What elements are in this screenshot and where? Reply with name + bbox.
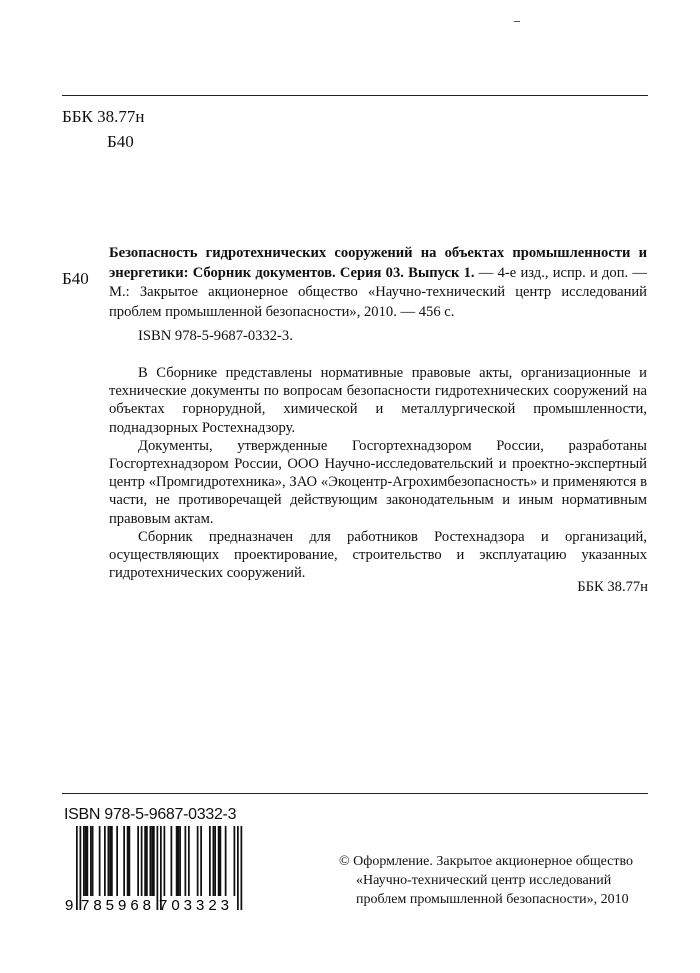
barcode-bar <box>197 826 199 896</box>
annotation-paragraph: В Сборнике представлены нормативные правовые акты, организационные и технические документы по вопросам безопасности гидротехнических сооружений на объектах горнорудной, химической и металлургической промышленности, поднадзорных Ростехнадзору. <box>109 365 647 436</box>
barcode-bar <box>141 826 143 896</box>
barcode-bar <box>218 826 220 896</box>
barcode-bar <box>90 826 92 896</box>
barcode-bar <box>200 826 202 896</box>
barcode-graphic <box>64 826 244 912</box>
top-rule <box>62 95 648 96</box>
barcode-bar <box>111 826 113 896</box>
barcode-bar <box>157 826 159 910</box>
barcode-bar <box>104 826 106 896</box>
barcode-bar <box>188 826 190 896</box>
barcode-bar <box>137 826 139 896</box>
bibliography-details: — 4-е изд., испр. и доп. — М.: Закрытое акционерное общество «Научно-технический центр исследований проблем промышленной безопасности», 2010. — 456 с. <box>109 264 647 320</box>
isbn-line: ISBN 978-5-9687-0332-3. <box>138 328 293 344</box>
barcode-bar <box>85 826 87 896</box>
annotation <box>109 364 647 582</box>
barcode-bar <box>127 826 129 896</box>
barcode-bar <box>171 826 173 896</box>
barcode-bar <box>185 826 187 896</box>
barcode-right-digits: 703323 <box>159 897 229 912</box>
barcode-bar <box>176 826 178 896</box>
barcode-bar <box>144 826 146 896</box>
author-mark: Б40 <box>107 132 134 151</box>
barcode-isbn-text: ISBN 978-5-9687-0332-3 <box>64 806 237 823</box>
barcode-bar <box>108 826 110 896</box>
barcode-bar <box>225 826 227 896</box>
barcode-bar <box>237 826 239 910</box>
annotation-bbk: ББК 38.77н <box>577 579 648 595</box>
copyright-line: © Оформление. Закрытое акционерное общество <box>339 854 634 869</box>
barcode-left-digits: 785968 <box>81 897 151 912</box>
barcode-bar <box>87 826 89 896</box>
annotation-paragraph: Документы, утвержденные Госгортехнадзором России, разработаны Госгортехнадзором России, ООО Научно-исследовательский и проектно-экспертный центр «Промгидротехника», ЗАО «Экоцентр-Агрохимбезопасность» и применяются в части, не противоречащей действующим законодательным и иным нормативным правовым актам. <box>109 437 647 527</box>
barcode-bar <box>151 826 153 896</box>
barcode-bar <box>150 826 152 896</box>
barcode-bar <box>109 826 111 896</box>
isbn-barcode-block <box>64 806 244 912</box>
barcode-bar <box>99 826 101 896</box>
bottom-rule <box>62 793 648 794</box>
copyright-line: «Научно-технический центр исследований <box>356 873 612 888</box>
barcode-bar <box>129 826 131 896</box>
bibliography-title: Безопасность гидротехнических сооружений на объектах промышленности и энергетики: Сборник документов. Серия 03. Выпуск 1. <box>109 245 647 281</box>
scan-speck <box>514 21 520 22</box>
barcode-bar <box>234 826 236 896</box>
barcode-bar <box>178 826 180 896</box>
barcode-bar <box>213 826 215 896</box>
barcode-bar <box>76 826 78 910</box>
barcode-bar <box>241 826 243 910</box>
ean13-barcode <box>64 826 244 912</box>
barcode-first-digit: 9 <box>65 897 74 912</box>
barcode-bar <box>92 826 94 896</box>
barcode-bar <box>209 826 211 896</box>
annotation-paragraph: Сборник предназначен для работников Ростехнадзора и организаций, осуществляющих проектирование, строительство и эксплуатацию указанных гидротехнических сооружений. <box>109 528 647 582</box>
barcode-bar <box>123 826 125 896</box>
barcode-bar <box>146 826 148 896</box>
bibliographic-description <box>109 244 647 322</box>
barcode-bar <box>83 826 85 896</box>
barcode-bar <box>220 826 222 896</box>
bbk-code: ББК 38.77н <box>62 107 145 126</box>
barcode-bar <box>153 826 155 896</box>
copyright-notice <box>339 852 649 909</box>
barcode-bar <box>164 826 166 896</box>
bibliography-author-mark: Б40 <box>62 269 89 288</box>
barcode-bar <box>214 826 216 896</box>
barcode-bar <box>116 826 118 896</box>
copyright-line: проблем промышленной безопасности», 2010 <box>356 892 629 907</box>
barcode-bar <box>179 826 181 896</box>
